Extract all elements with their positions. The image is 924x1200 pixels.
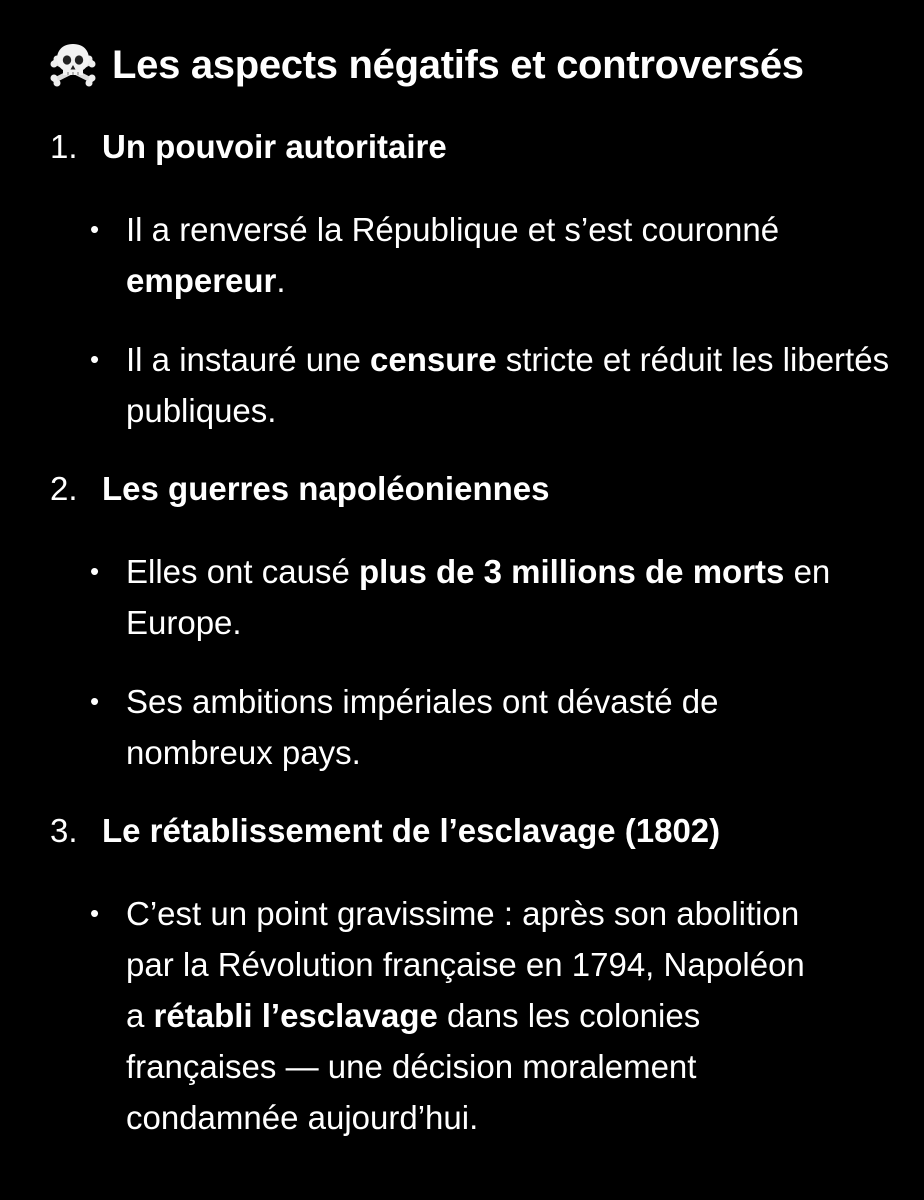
bullet-text-part: C’est un point gravissime : après son abolition par la Révolution française en 1794, Napoléon a: [126, 895, 805, 1034]
bullet-text-bold: plus de 3 millions de morts: [358, 553, 785, 590]
bullet-text: [126, 204, 890, 306]
bullet-item: [90, 204, 890, 306]
bullet-text-part: Elles ont causé: [126, 553, 359, 590]
bullet-symbol: •: [90, 214, 100, 244]
bullet-symbol: •: [90, 686, 100, 716]
bullet-text-bold: censure: [370, 341, 497, 378]
bullet-text-bold: empereur: [126, 262, 277, 299]
list-item-title: [50, 470, 549, 508]
section-heading-text: Les aspects négatifs et controversés: [112, 42, 804, 87]
bullet-text: [126, 676, 826, 778]
bullet-symbol: •: [90, 556, 100, 586]
bullet-text-bold: rétabli l’esclavage: [153, 997, 438, 1034]
bullet-text: [126, 546, 890, 648]
bullet-text: [126, 888, 816, 1143]
bullet-text-part: stricte et réduit les libertés publiques.: [126, 341, 890, 429]
list-item-heading: Un pouvoir autoritaire: [102, 128, 447, 165]
bullet-text-part: Il a renversé la République et s’est couronné: [126, 211, 780, 248]
bullet-text-part: en Europe.: [126, 553, 831, 641]
bullet-item: [90, 676, 890, 778]
bullet-symbol: •: [90, 898, 100, 928]
list-item-number: 2.: [50, 470, 78, 507]
list-item-title: [50, 812, 720, 850]
bullet-symbol: •: [90, 344, 100, 374]
bullet-item: [90, 888, 890, 1143]
bullet-text-part: Il a instauré une: [126, 341, 370, 378]
section-heading: [48, 40, 804, 90]
bullet-text: [126, 334, 890, 436]
skull-crossbones-icon: [48, 40, 98, 90]
bullet-item: [90, 546, 890, 648]
bullet-text-part: Ses ambitions impériales ont dévasté de nombreux pays.: [126, 683, 719, 771]
list-item-heading: Les guerres napoléoniennes: [102, 470, 550, 507]
bullet-text-part: .: [276, 262, 286, 299]
list-item-number: 1.: [50, 128, 78, 165]
bullet-text-part: dans les colonies françaises — une décision moralement condamnée aujourd’hui.: [126, 997, 701, 1136]
list-item-number: 3.: [50, 812, 78, 849]
list-item-heading: Le rétablissement de l’esclavage (1802): [102, 812, 721, 849]
list-item-title: [50, 128, 447, 166]
bullet-item: [90, 334, 890, 436]
